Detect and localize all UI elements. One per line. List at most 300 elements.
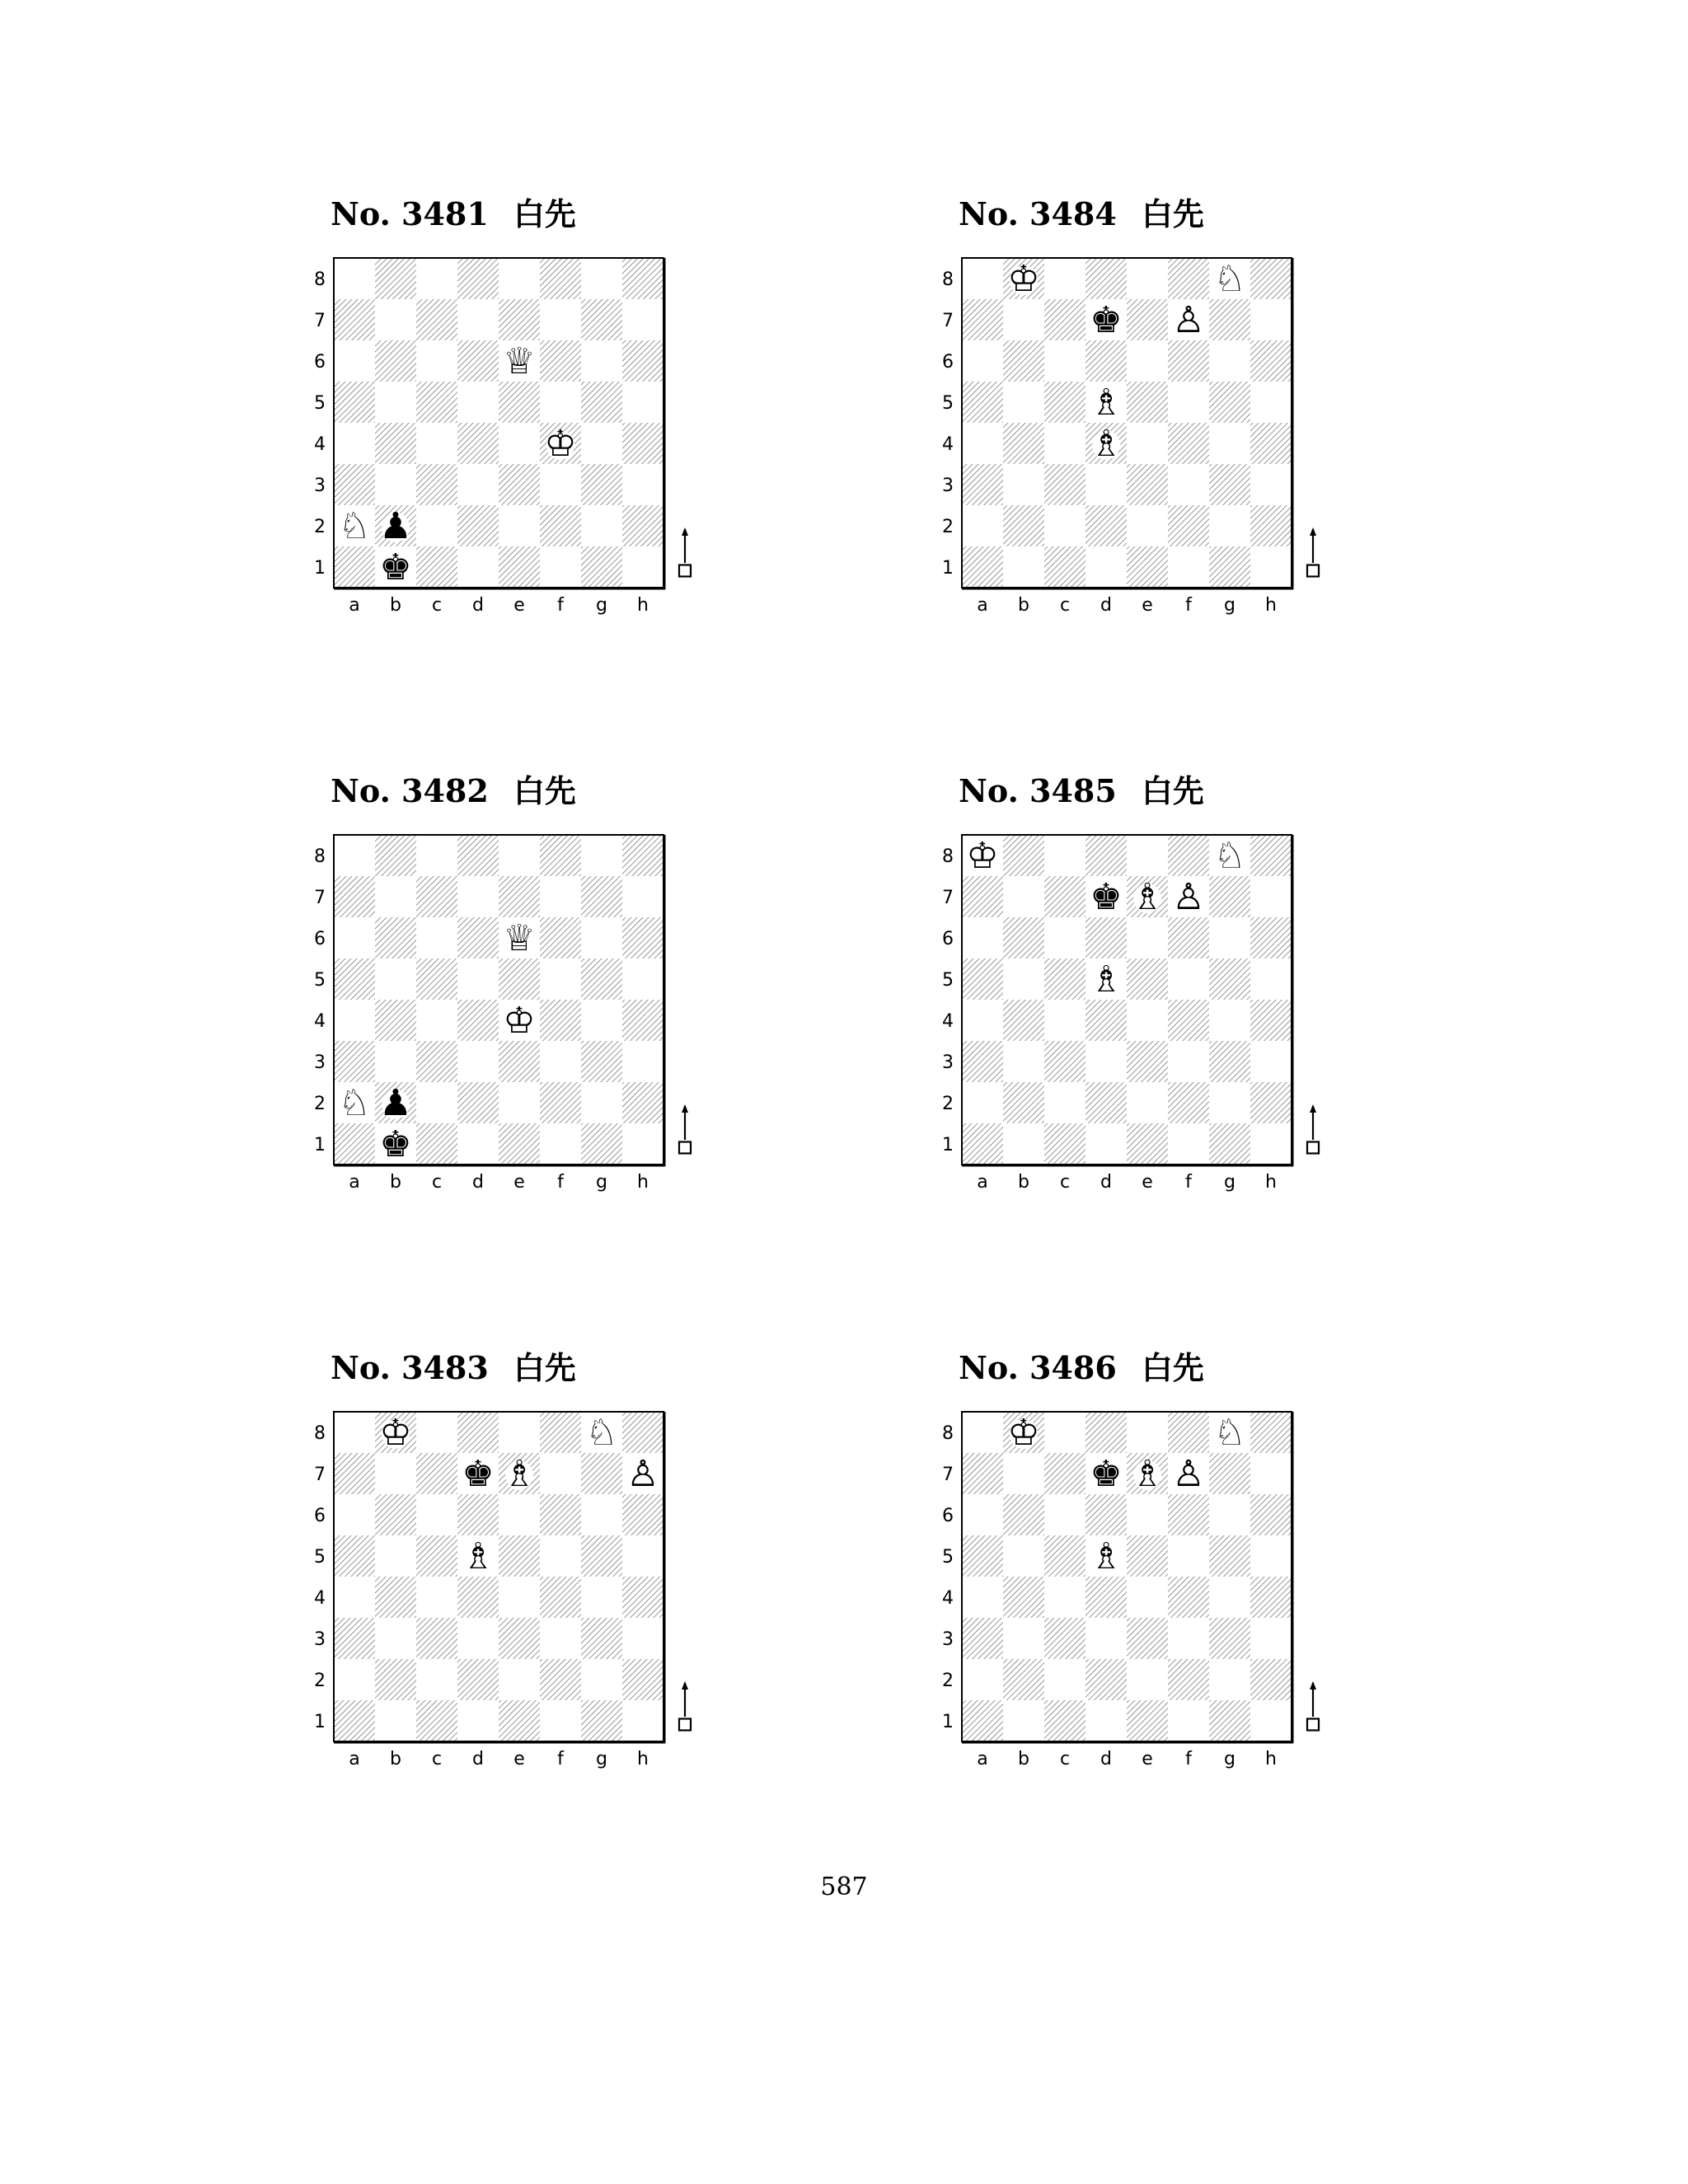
- black-king-b1-icon: ♚: [379, 546, 412, 588]
- rank-label-6: 6: [942, 1506, 954, 1526]
- dark-square-e3: [1127, 1041, 1168, 1082]
- file-label-b: b: [1018, 1749, 1029, 1769]
- light-square-e4: [499, 1577, 540, 1618]
- file-label-e: e: [1142, 1749, 1153, 1769]
- file-label-c: c: [1059, 1749, 1071, 1769]
- dark-square-e3: [1127, 464, 1168, 505]
- rank-label-4: 4: [942, 1588, 954, 1609]
- light-square-b5: [375, 1535, 416, 1577]
- file-label-a: a: [349, 1172, 360, 1193]
- dark-square-e5: [1127, 958, 1168, 1000]
- light-square-f3: [1168, 1041, 1209, 1082]
- light-square-c8: [416, 835, 457, 876]
- dark-square-a7: [962, 876, 1003, 917]
- rank-label-7: 7: [942, 1465, 954, 1485]
- light-square-f3: [1168, 464, 1209, 505]
- light-square-c4: [1044, 1577, 1085, 1618]
- dark-square-c1: [1044, 1700, 1085, 1741]
- dark-square-g1: [581, 1700, 622, 1741]
- white-knight-g8-icon: ♘: [1213, 835, 1246, 877]
- dark-square-f2: [1168, 1082, 1209, 1123]
- light-square-e2: [499, 505, 540, 546]
- dark-square-f4: [1168, 1577, 1209, 1618]
- light-square-a8: [334, 258, 375, 299]
- dark-square-a7: [962, 299, 1003, 340]
- light-square-b3: [375, 1618, 416, 1659]
- dark-square-a5: [962, 1535, 1003, 1577]
- white-to-move-marker-icon: [679, 1104, 691, 1154]
- dark-square-h6: [1250, 340, 1292, 382]
- light-square-g2: [1209, 505, 1250, 546]
- dark-square-b2: [375, 1659, 416, 1700]
- file-label-c: c: [431, 595, 443, 616]
- light-square-h1: [1250, 1700, 1292, 1741]
- light-square-b7: [1003, 1453, 1044, 1494]
- light-square-e8: [1127, 835, 1168, 876]
- light-square-c6: [1044, 917, 1085, 958]
- puzzle-3485: [875, 771, 1287, 1232]
- light-square-g4: [1209, 423, 1250, 464]
- file-label-a: a: [977, 1172, 988, 1193]
- file-label-e: e: [513, 1172, 525, 1193]
- board-svg: [875, 194, 1287, 655]
- dark-square-a3: [962, 1618, 1003, 1659]
- light-square-f3: [540, 1041, 581, 1082]
- light-square-h7: [622, 299, 663, 340]
- dark-square-c1: [416, 1123, 457, 1165]
- dark-square-g1: [581, 546, 622, 588]
- chess-diagram: [875, 194, 1287, 655]
- dark-square-d6: [457, 1494, 499, 1535]
- light-square-c8: [1044, 1412, 1085, 1453]
- light-square-a8: [334, 835, 375, 876]
- dark-square-d2: [1085, 505, 1127, 546]
- rank-label-5: 5: [942, 970, 954, 991]
- rank-label-2: 2: [314, 517, 326, 537]
- white-king-b8-icon: ♔: [379, 1412, 412, 1454]
- dark-square-a3: [334, 1041, 375, 1082]
- file-label-f: f: [557, 595, 564, 616]
- white-pawn-f7-icon: ♙: [1172, 299, 1205, 341]
- light-square-b5: [1003, 958, 1044, 1000]
- rank-label-2: 2: [942, 1094, 954, 1114]
- rank-label-4: 4: [314, 434, 326, 455]
- light-square-b7: [375, 1453, 416, 1494]
- light-square-f1: [1168, 1700, 1209, 1741]
- light-square-d1: [457, 546, 499, 588]
- dark-square-f6: [540, 1494, 581, 1535]
- side-to-move-label: 白先: [513, 1350, 576, 1386]
- dark-square-g7: [1209, 299, 1250, 340]
- light-square-f1: [540, 546, 581, 588]
- light-square-a6: [334, 1494, 375, 1535]
- dark-square-e7: [1127, 299, 1168, 340]
- light-square-e2: [499, 1082, 540, 1123]
- light-square-h3: [622, 464, 663, 505]
- rank-label-3: 3: [314, 476, 326, 496]
- light-square-g2: [581, 1659, 622, 1700]
- rank-label-3: 3: [942, 1629, 954, 1650]
- white-queen-e6-icon: ♕: [503, 917, 536, 959]
- dark-square-e5: [499, 958, 540, 1000]
- light-square-c6: [416, 340, 457, 382]
- light-square-f7: [540, 1453, 581, 1494]
- file-label-a: a: [349, 1749, 360, 1769]
- file-label-b: b: [390, 1172, 401, 1193]
- dark-square-f8: [1168, 258, 1209, 299]
- white-to-move-marker-icon: [679, 527, 691, 577]
- dark-square-f2: [540, 1659, 581, 1700]
- rank-label-4: 4: [314, 1588, 326, 1609]
- side-to-move-label: 白先: [513, 773, 576, 809]
- dark-square-c5: [416, 958, 457, 1000]
- dark-square-g1: [581, 1123, 622, 1165]
- rank-label-1: 1: [314, 1135, 326, 1155]
- light-square-h5: [1250, 958, 1292, 1000]
- file-label-b: b: [1018, 595, 1029, 616]
- light-square-a6: [962, 340, 1003, 382]
- dark-square-e3: [499, 1618, 540, 1659]
- light-square-e6: [1127, 340, 1168, 382]
- dark-square-h6: [622, 340, 663, 382]
- light-square-a8: [962, 258, 1003, 299]
- light-square-h3: [622, 1618, 663, 1659]
- dark-square-f8: [1168, 1412, 1209, 1453]
- dark-square-g7: [581, 299, 622, 340]
- light-square-e8: [1127, 258, 1168, 299]
- dark-square-d6: [457, 340, 499, 382]
- file-label-h: h: [1265, 1749, 1277, 1769]
- dark-square-b4: [1003, 1000, 1044, 1041]
- light-square-d5: [457, 382, 499, 423]
- dark-square-e5: [499, 1535, 540, 1577]
- light-square-a6: [962, 917, 1003, 958]
- black-king-b1-icon: ♚: [379, 1123, 412, 1165]
- dark-square-a1: [962, 1123, 1003, 1165]
- dark-square-f6: [540, 340, 581, 382]
- dark-square-d4: [1085, 1577, 1127, 1618]
- light-square-c8: [416, 1412, 457, 1453]
- light-square-h3: [622, 1041, 663, 1082]
- light-square-g6: [1209, 1494, 1250, 1535]
- rank-label-5: 5: [942, 1547, 954, 1568]
- dark-square-d6: [457, 917, 499, 958]
- light-square-c4: [1044, 1000, 1085, 1041]
- dark-square-g5: [581, 382, 622, 423]
- light-square-d1: [1085, 1700, 1127, 1741]
- rank-label-8: 8: [314, 1423, 326, 1444]
- rank-label-4: 4: [942, 434, 954, 455]
- light-square-a6: [962, 1494, 1003, 1535]
- light-square-d3: [457, 1618, 499, 1659]
- file-label-e: e: [1142, 595, 1153, 616]
- light-square-f5: [540, 382, 581, 423]
- dark-square-e3: [499, 464, 540, 505]
- white-bishop-d5-icon: ♗: [462, 1535, 495, 1577]
- puzzle-3484: [875, 194, 1287, 655]
- dark-square-g5: [581, 1535, 622, 1577]
- file-label-d: d: [472, 1749, 484, 1769]
- file-label-c: c: [431, 1749, 443, 1769]
- file-label-d: d: [1100, 1749, 1112, 1769]
- dark-square-f2: [540, 1082, 581, 1123]
- dark-square-b2: [1003, 1082, 1044, 1123]
- light-square-f5: [540, 958, 581, 1000]
- rank-label-4: 4: [314, 1011, 326, 1032]
- rank-label-5: 5: [314, 1547, 326, 1568]
- dark-square-h2: [1250, 1082, 1292, 1123]
- dark-square-e1: [499, 1700, 540, 1741]
- light-square-h5: [622, 958, 663, 1000]
- file-label-h: h: [637, 1749, 649, 1769]
- light-square-h5: [1250, 382, 1292, 423]
- dark-square-f8: [540, 835, 581, 876]
- light-square-b1: [1003, 546, 1044, 588]
- file-label-e: e: [1142, 1172, 1153, 1193]
- light-square-d7: [457, 876, 499, 917]
- light-square-g6: [581, 917, 622, 958]
- dark-square-a7: [334, 299, 375, 340]
- dark-square-g3: [1209, 1041, 1250, 1082]
- black-king-d7-icon: ♚: [1090, 1453, 1123, 1495]
- dark-square-g5: [1209, 382, 1250, 423]
- light-square-f5: [1168, 958, 1209, 1000]
- light-square-b7: [1003, 876, 1044, 917]
- puzzle-number: No. 3483: [331, 1349, 489, 1386]
- light-square-g2: [1209, 1082, 1250, 1123]
- dark-square-e3: [499, 1041, 540, 1082]
- dark-square-b6: [375, 917, 416, 958]
- light-square-b3: [1003, 1618, 1044, 1659]
- rank-label-7: 7: [314, 1465, 326, 1485]
- rank-label-1: 1: [942, 558, 954, 579]
- dark-square-b6: [1003, 1494, 1044, 1535]
- dark-square-c5: [416, 1535, 457, 1577]
- dark-square-f4: [540, 1577, 581, 1618]
- dark-square-f8: [540, 258, 581, 299]
- light-square-c2: [1044, 1082, 1085, 1123]
- dark-square-e5: [1127, 1535, 1168, 1577]
- puzzle-3483: [247, 1347, 659, 1809]
- dark-square-f2: [1168, 1659, 1209, 1700]
- rank-label-4: 4: [942, 1011, 954, 1032]
- dark-square-c7: [1044, 299, 1085, 340]
- dark-square-g1: [1209, 1700, 1250, 1741]
- dark-square-e1: [1127, 1123, 1168, 1165]
- rank-label-7: 7: [942, 888, 954, 908]
- puzzle-number: No. 3482: [331, 772, 489, 809]
- light-square-d1: [1085, 1123, 1127, 1165]
- dark-square-d6: [1085, 917, 1127, 958]
- white-to-move-marker-icon: [1307, 1104, 1319, 1154]
- file-label-c: c: [431, 1172, 443, 1193]
- light-square-b7: [375, 876, 416, 917]
- light-square-g6: [581, 340, 622, 382]
- light-square-g2: [581, 505, 622, 546]
- light-square-e6: [499, 1494, 540, 1535]
- dark-square-f6: [1168, 1494, 1209, 1535]
- light-square-a4: [962, 1000, 1003, 1041]
- light-square-c4: [416, 1577, 457, 1618]
- board-svg: [875, 771, 1287, 1232]
- light-square-d1: [457, 1700, 499, 1741]
- dark-square-b4: [1003, 423, 1044, 464]
- light-square-g4: [581, 423, 622, 464]
- dark-square-h2: [622, 1659, 663, 1700]
- light-square-h3: [1250, 1041, 1292, 1082]
- dark-square-c5: [1044, 958, 1085, 1000]
- light-square-h7: [1250, 1453, 1292, 1494]
- light-square-f3: [1168, 1618, 1209, 1659]
- dark-square-h4: [622, 1000, 663, 1041]
- dark-square-h6: [1250, 917, 1292, 958]
- dark-square-a1: [962, 1700, 1003, 1741]
- light-square-a8: [962, 1412, 1003, 1453]
- rank-label-5: 5: [314, 970, 326, 991]
- file-label-h: h: [637, 1172, 649, 1193]
- dark-square-g3: [1209, 464, 1250, 505]
- white-pawn-f7-icon: ♙: [1172, 1453, 1205, 1495]
- white-pawn-h7-icon: ♙: [626, 1453, 659, 1495]
- light-square-c6: [416, 1494, 457, 1535]
- dark-square-e3: [1127, 1618, 1168, 1659]
- light-square-e4: [1127, 1577, 1168, 1618]
- light-square-c8: [1044, 258, 1085, 299]
- dark-square-h2: [622, 1082, 663, 1123]
- dark-square-h2: [1250, 1659, 1292, 1700]
- dark-square-b2: [1003, 1659, 1044, 1700]
- file-label-b: b: [1018, 1172, 1029, 1193]
- light-square-c2: [1044, 505, 1085, 546]
- dark-square-d2: [457, 1659, 499, 1700]
- white-knight-g8-icon: ♘: [1213, 1412, 1246, 1454]
- dark-square-d2: [1085, 1082, 1127, 1123]
- dark-square-g1: [1209, 1123, 1250, 1165]
- dark-square-d8: [457, 258, 499, 299]
- rank-label-6: 6: [314, 929, 326, 949]
- dark-square-a3: [334, 464, 375, 505]
- light-square-f7: [540, 876, 581, 917]
- light-square-h1: [622, 546, 663, 588]
- file-label-d: d: [472, 595, 484, 616]
- file-label-e: e: [513, 1749, 525, 1769]
- light-square-f5: [540, 1535, 581, 1577]
- dark-square-d2: [1085, 1659, 1127, 1700]
- light-square-d3: [1085, 1041, 1127, 1082]
- light-square-g2: [581, 1082, 622, 1123]
- dark-square-b6: [375, 340, 416, 382]
- light-square-b5: [1003, 1535, 1044, 1577]
- light-square-d1: [1085, 546, 1127, 588]
- white-king-a8-icon: ♔: [966, 835, 999, 877]
- chess-diagram: [247, 771, 659, 1232]
- light-square-b7: [1003, 299, 1044, 340]
- page-number: 587: [820, 1872, 868, 1901]
- puzzle-number: No. 3481: [331, 195, 489, 232]
- light-square-a4: [334, 1000, 375, 1041]
- dark-square-g7: [581, 1453, 622, 1494]
- white-bishop-e7-icon: ♗: [1131, 876, 1164, 918]
- file-label-h: h: [637, 595, 649, 616]
- side-to-move-label: 白先: [1141, 1350, 1204, 1386]
- light-square-g6: [1209, 917, 1250, 958]
- dark-square-h8: [622, 1412, 663, 1453]
- light-square-h1: [1250, 1123, 1292, 1165]
- dark-square-b4: [375, 423, 416, 464]
- side-to-move-label: 白先: [1141, 773, 1204, 809]
- light-square-b1: [1003, 1123, 1044, 1165]
- light-square-b5: [375, 958, 416, 1000]
- rank-label-8: 8: [942, 846, 954, 867]
- dark-square-g3: [581, 1618, 622, 1659]
- light-square-c2: [1044, 1659, 1085, 1700]
- white-to-move-marker-icon: [679, 1681, 691, 1731]
- puzzle-number: No. 3486: [959, 1349, 1117, 1386]
- dark-square-c3: [1044, 1618, 1085, 1659]
- rank-label-8: 8: [942, 269, 954, 290]
- dark-square-e1: [1127, 546, 1168, 588]
- black-king-d7-icon: ♚: [1090, 876, 1123, 918]
- dark-square-e1: [1127, 1700, 1168, 1741]
- dark-square-h6: [1250, 1494, 1292, 1535]
- rank-label-1: 1: [942, 1712, 954, 1732]
- dark-square-g7: [1209, 876, 1250, 917]
- dark-square-d2: [457, 505, 499, 546]
- dark-square-h8: [622, 835, 663, 876]
- dark-square-g3: [581, 464, 622, 505]
- dark-square-g1: [1209, 546, 1250, 588]
- light-square-h1: [622, 1123, 663, 1165]
- light-square-c2: [416, 1659, 457, 1700]
- dark-square-d4: [457, 1577, 499, 1618]
- dark-square-a1: [962, 546, 1003, 588]
- puzzle-number: No. 3485: [959, 772, 1117, 809]
- light-square-a2: [962, 1082, 1003, 1123]
- dark-square-c7: [416, 1453, 457, 1494]
- rank-label-6: 6: [942, 352, 954, 373]
- file-label-g: g: [1224, 1172, 1236, 1193]
- white-queen-e6-icon: ♕: [503, 340, 536, 382]
- dark-square-h8: [1250, 1412, 1292, 1453]
- light-square-c4: [416, 1000, 457, 1041]
- dark-square-h8: [1250, 258, 1292, 299]
- file-label-c: c: [1059, 1172, 1071, 1193]
- dark-square-d6: [1085, 340, 1127, 382]
- dark-square-b4: [1003, 1577, 1044, 1618]
- light-square-c2: [416, 1082, 457, 1123]
- light-square-e2: [1127, 505, 1168, 546]
- rank-label-7: 7: [942, 311, 954, 331]
- light-square-c2: [416, 505, 457, 546]
- file-label-h: h: [1265, 595, 1277, 616]
- white-bishop-d5-icon: ♗: [1090, 1535, 1123, 1577]
- light-square-d1: [457, 1123, 499, 1165]
- dark-square-b4: [375, 1000, 416, 1041]
- black-pawn-b2-icon: ♟: [379, 505, 412, 547]
- light-square-f7: [540, 299, 581, 340]
- dark-square-f6: [540, 917, 581, 958]
- dark-square-h8: [1250, 835, 1292, 876]
- rank-label-1: 1: [942, 1135, 954, 1155]
- dark-square-h4: [1250, 1000, 1292, 1041]
- dark-square-b6: [375, 1494, 416, 1535]
- dark-square-a3: [334, 1618, 375, 1659]
- file-label-g: g: [1224, 595, 1236, 616]
- dark-square-g7: [1209, 1453, 1250, 1494]
- file-label-c: c: [1059, 595, 1071, 616]
- file-label-g: g: [596, 1172, 607, 1193]
- dark-square-a5: [334, 958, 375, 1000]
